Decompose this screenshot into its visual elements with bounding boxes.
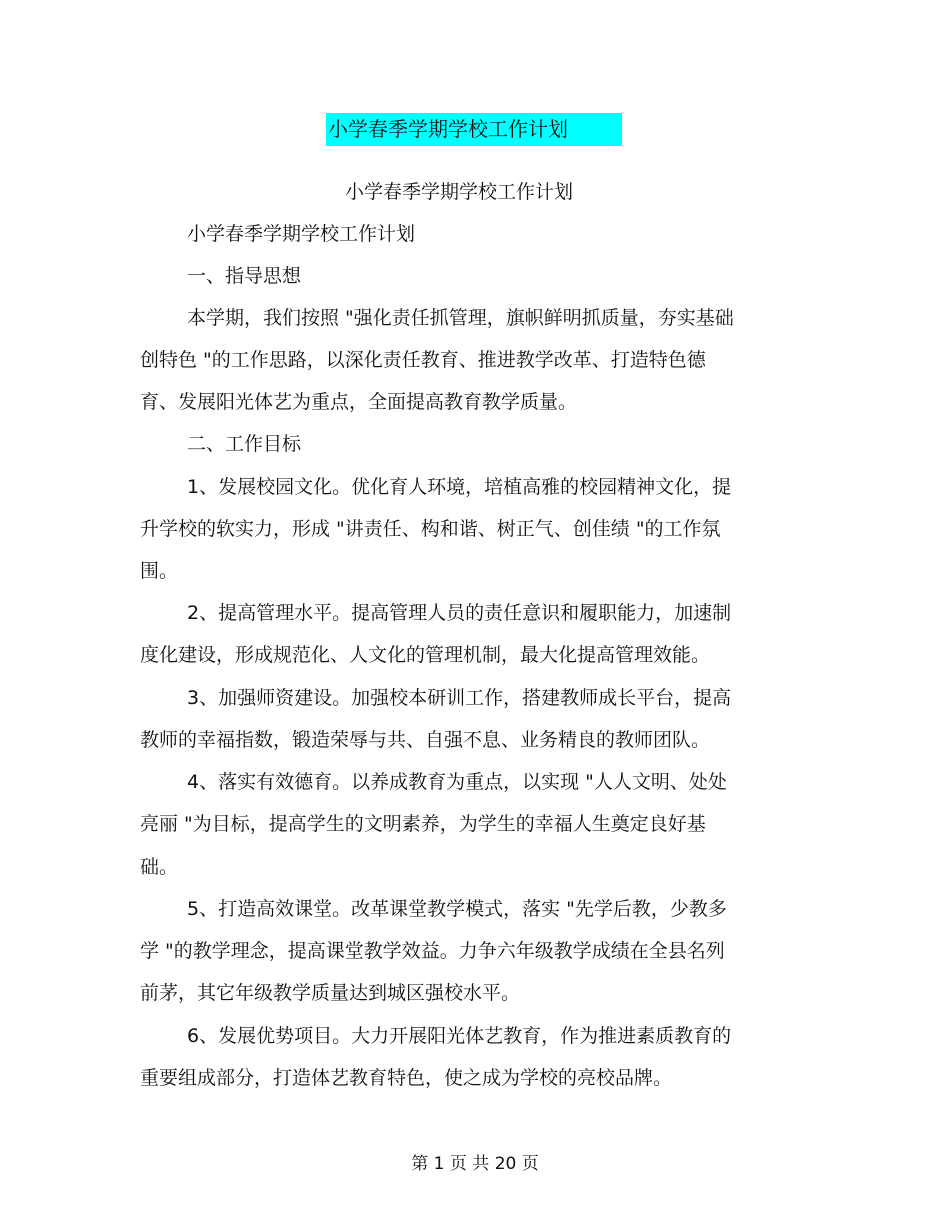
body-line: 5、打造高效课堂。改革课堂教学模式，落实 "先学后教，少教多	[187, 898, 727, 920]
body-line: 围。	[140, 560, 179, 582]
body-line: 亮丽 "为目标，提高学生的文明素养，为学生的幸福人生奠定良好基	[140, 813, 706, 835]
body-line: 二、工作目标	[187, 433, 302, 455]
page-number-footer: 第 1 页 共 20 页	[411, 1154, 539, 1174]
body-line: 6、发展优势项目。大力开展阳光体艺教育，作为推进素质教育的	[187, 1025, 732, 1047]
body-line: 小学春季学期学校工作计划	[187, 223, 416, 245]
body-line: 度化建设，形成规范化、人文化的管理机制，最大化提高管理效能。	[140, 644, 711, 666]
document-header-title: 小学春季学期学校工作计划	[326, 113, 622, 146]
body-line: 重要组成部分，打造体艺教育特色，使之成为学校的亮校品牌。	[140, 1067, 673, 1089]
body-line: 前茅，其它年级教学质量达到城区强校水平。	[140, 982, 521, 1004]
document-subtitle: 小学春季学期学校工作计划	[345, 181, 574, 203]
body-line: 础。	[140, 856, 179, 878]
body-line: 升学校的软实力，形成 "讲责任、构和谐、树正气、创佳绩 "的工作氛	[140, 518, 721, 540]
body-line: 本学期，我们按照 "强化责任抓管理，旗帜鲜明抓质量，夯实基础	[187, 307, 734, 329]
body-line: 4、落实有效德育。以养成教育为重点，以实现 "人人文明、处处	[187, 771, 727, 793]
body-line: 学 "的教学理念，提高课堂教学效益。力争六年级教学成绩在全县名列	[140, 940, 725, 962]
body-line: 教师的幸福指数，锻造荣辱与共、自强不息、业务精良的教师团队。	[140, 729, 711, 751]
body-line: 1、发展校园文化。优化育人环境，培植高雅的校园精神文化，提	[187, 476, 732, 498]
body-line: 2、提高管理水平。提高管理人员的责任意识和履职能力，加速制	[187, 602, 732, 624]
body-line: 一、指导思想	[187, 265, 302, 287]
body-line: 3、加强师资建设。加强校本研训工作，搭建教师成长平台，提高	[187, 687, 732, 709]
body-line: 育、发展阳光体艺为重点，全面提高教育教学质量。	[140, 391, 578, 413]
body-line: 创特色 "的工作思路，以深化责任教育、推进教学改革、打造特色德	[140, 349, 706, 371]
